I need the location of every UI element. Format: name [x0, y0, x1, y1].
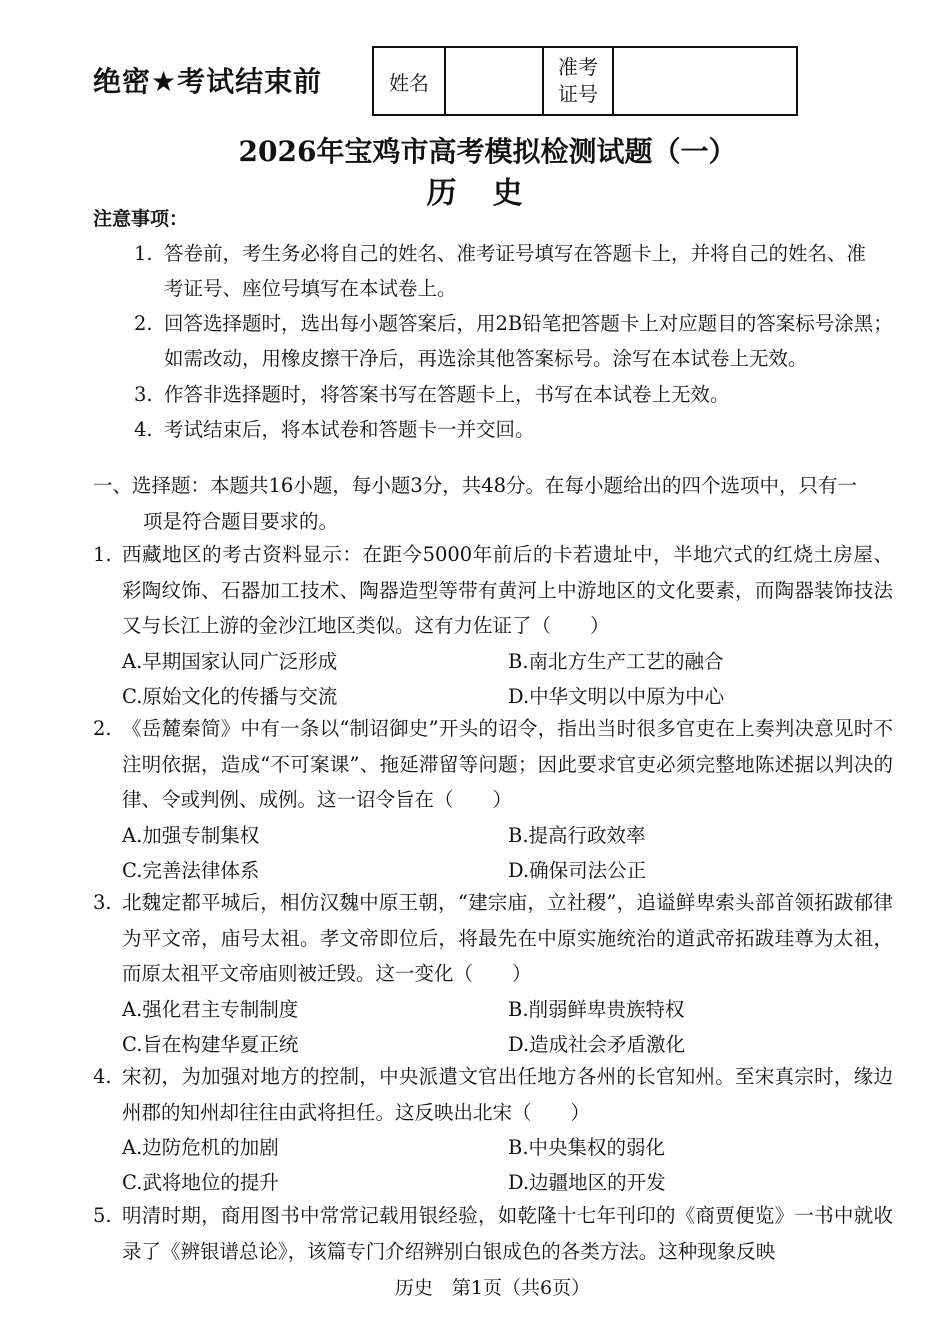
option[interactable]: D.边疆地区的开发 — [508, 1171, 666, 1194]
question-text: 宋初，为加强对地方的控制，中央派遣文官出任地方各州的长官知州。至宋真宗时，缘边州郡的知州却往往由武将担任。这反映出北宋（ ） — [122, 1065, 893, 1124]
question — [93, 885, 893, 1062]
exam-id-label — [543, 47, 613, 115]
option[interactable]: D.造成社会矛盾激化 — [508, 1032, 686, 1056]
question-text: 西藏地区的考古资料显示：在距今5000年前后的卡若遗址中，半地穴式的红烧土房屋、彩陶纹饰、石器加工技术、陶器造型等带有黄河上中游地区的文化要素，而陶器装饰技法又与长江上游的金沙江地区类似。这有力佐证了（ ） — [122, 543, 893, 637]
question-text: 北魏定都平城后，相仿汉魏中原王朝，“建宗庙，立社稷”，追谥鲜卑索头部首领拓跋郁律为平文帝，庙号太祖。孝文帝即位后，将最先在中原实施统治的道武帝拓跋珪尊为太祖，而原太祖平文帝庙则被迁毁。这一变化（ ） — [122, 891, 893, 985]
option-list — [93, 644, 893, 714]
question — [93, 1198, 893, 1269]
question — [93, 537, 893, 714]
option[interactable]: B.提高行政效率 — [508, 823, 646, 847]
name-field[interactable] — [445, 47, 543, 115]
exam-title: 2026年宝鸡市高考模拟检测试题（一） — [238, 135, 737, 168]
page-footer: 历史 第1页（共6页） — [394, 1277, 591, 1299]
question — [93, 1059, 893, 1200]
option[interactable]: C.旨在构建华夏正统 — [122, 1032, 299, 1056]
question-number: 3. — [93, 891, 112, 914]
option[interactable]: C.原始文化的传播与交流 — [122, 684, 338, 708]
note-item: 1. 答卷前，考生务必将自己的姓名、准考证号填写在答题卡上，并将自己的姓名、准 考证号、座位号填写在本试卷上。 — [134, 242, 867, 300]
option[interactable]: A.边防危机的加剧 — [122, 1136, 279, 1159]
note-item: 2. 回答选择题时，选出每小题答案后，用2B铅笔把答题卡上对应题目的答案标号涂黑； 如需改动，用橡皮擦干净后，再选涂其他答案标号。涂写在本试卷上无效。 — [134, 312, 893, 370]
question-text: 《岳麓秦简》中有一条以“制诏御史”开头的诏令，指出当时很多官吏在上奏判决意见时不注明依据，造成“不可案课”、拖延滞留等问题；因此要求官吏必须完整地陈述据以判决的律、令或判例、成例。这一诏令旨在（ ） — [122, 717, 893, 811]
question-text: 明清时期，商用图书中常常记载用银经验，如乾隆十七年刊印的《商贾便览》一书中就收录了《辨银谱总论》，该篇专门介绍辨别白银成色的各类方法。这种现象反映 — [122, 1204, 893, 1263]
option[interactable]: D.中华文明以中原为中心 — [508, 684, 725, 708]
question-number: 2. — [93, 717, 112, 740]
option[interactable]: A.强化君主专制制度 — [122, 997, 299, 1021]
option-list — [93, 818, 893, 888]
option[interactable]: C.武将地位的提升 — [122, 1171, 279, 1194]
option[interactable]: B.南北方生产工艺的融合 — [508, 649, 724, 673]
question-number: 4. — [93, 1065, 112, 1088]
option[interactable]: B.削弱鲜卑贵族特权 — [508, 997, 685, 1021]
option[interactable]: C.完善法律体系 — [122, 858, 260, 882]
option[interactable]: A.早期国家认同广泛形成 — [122, 649, 338, 673]
confidential-mark: 绝密★考试结束前 — [93, 65, 323, 98]
option-list — [93, 992, 893, 1062]
subject-title: 历史 — [426, 176, 559, 211]
name-label: 姓名 — [373, 47, 445, 115]
question — [93, 711, 893, 888]
candidate-info-box — [372, 46, 798, 116]
exam-id-label-line1: 准考 — [558, 55, 598, 79]
option[interactable]: A.加强专制集权 — [122, 823, 260, 847]
note-item: 4. 考试结束后，将本试卷和答题卡一并交回。 — [134, 418, 535, 441]
option[interactable]: B.中央集权的弱化 — [508, 1136, 666, 1159]
question-number: 1. — [93, 543, 112, 566]
question-number: 5. — [93, 1204, 112, 1227]
notes-heading: 注意事项： — [93, 208, 189, 230]
option[interactable]: D.确保司法公正 — [508, 858, 647, 882]
note-item: 3. 作答非选择题时，将答案书写在答题卡上，书写在本试卷上无效。 — [134, 383, 730, 406]
section-heading: 一、选择题：本题共16小题，每小题3分，共48分。在每小题给出的四个选项中，只有一 项是符合题目要求的。 — [93, 474, 858, 533]
exam-id-field[interactable] — [613, 47, 797, 115]
option-list — [93, 1130, 893, 1200]
exam-id-label-line2: 证号 — [558, 82, 598, 106]
